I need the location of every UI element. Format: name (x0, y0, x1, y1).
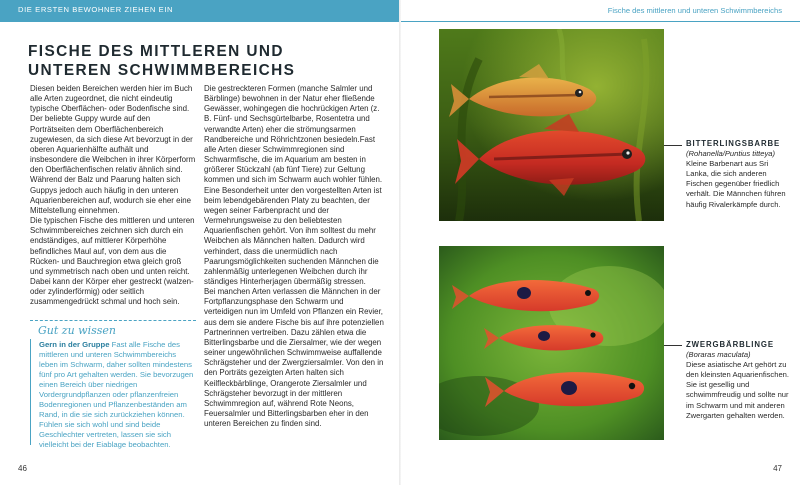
caption-leader-1 (664, 145, 682, 146)
article-title: FISCHE DES MITTLEREN UND UNTEREN SCHWIMMBEREICHS (28, 43, 296, 79)
caption-cherry-barb (686, 139, 790, 210)
info-box (30, 320, 196, 450)
caption-species-name: BITTERLINGSBARBE (686, 139, 781, 148)
left-running-title: DIE ERSTEN BEWOHNER ZIEHEN EIN (18, 5, 174, 14)
paragraph: Die gestreckteren Formen (manche Salmler und Bärblinge) bewohnen in der Natur eher fließende Gewässer, wohingegen die hochrückigen Arten (z. B. Fünf- und Sechsgürtelbarbe, Rosentetra und verwandte Arten) eher die strömungsarmen Randbereiche und Röhrichtzonen besiedeln.Fast alle Arten dieser Schwimmregionen sind Schwarmfische, die im Aquarium am besten in größerer Stückzahl (ab fünf Tiere) zur Geltung kommen und sich im Schwarm auch wohler fühlen. (204, 84, 383, 185)
dwarf-rasbora-photo (439, 246, 664, 440)
caption-latin-name: (Boraras maculata) (686, 350, 751, 360)
page-fold (399, 0, 401, 485)
caption-leader-2 (664, 345, 682, 346)
paragraph: Diesen beiden Bereichen werden hier im Buch alle Arten zugeordnet, die nicht eindeutig typische Oberflächen- oder Bodenfische sind. Der beliebte Guppy wurde auf den Porträtseiten dem Oberflächenbereich zugewiesen, da sich diese Art bevorzugt in der oberen Aquarienhälfte aufhält und insbesondere die Weibchen in ihrer Körperform den Oberflächenfischen relativ ähnlich sind. Während der Balz und Paarung halten sich Guppys jedoch auch häufig in den unteren Aquarienbereichen auf, wodurch sie eher eine Mittelstellung einnehmen. (30, 84, 196, 215)
page-number-left: 46 (18, 464, 27, 473)
paragraph: Eine Besonderheit unter den vorgestellten Arten ist beim lebendgebärenden Platy zu beachten, der wegen seiner Farbenpracht und der Vermehrungsweise zu den beliebtesten Aquarienfischen gehört. Von ihm solltest du mehr Weibchen als Männchen halten. Dadurch wird verhindert, dass die unermüdlich nach Paarungsmöglichkeiten suchenden Männchen die zahlenmäßig unterlegenen Weibchen durch ihr ständiges Hinterherjagen übermäßig stressen. (204, 185, 382, 286)
paragraph: Bei manchen Arten verlassen die Männchen in der Fortpflanzungsphase den Schwarm und verteidigen nun im Umfeld von Pflanzen ein Revier, aus dem sie andere Fische bis auf ihre potenziellen Partnerinnen vertreiben. Dazu zählen etwa die Bitterlingsbarbe und die Ziersalmer, wie der wegen seiner ungewöhnlichen Schwimmweise auffallende Schrägsteher und der Zwergziersalmler. Von den in den Porträts gezeigten Arten halten sich Keilfleckbärblinge, Orangerote Ziersalmler und Schrägsteher bevorzugt in der mittleren Schwimmregion auf, während Rote Neons, Feuersalmler und Bitterlingsbarben eher in den unteren Bereichen zu finden sind. (204, 287, 384, 429)
left-header-band (0, 0, 399, 22)
info-box-rule (30, 339, 31, 445)
info-box-heading: Gut zu wissen (38, 324, 116, 337)
right-running-title: Fische des mittleren und unteren Schwimmbereichs (607, 6, 782, 15)
info-box-lead: Gern in der Gruppe (39, 340, 110, 349)
caption-text: Diese asiatische Art gehört zu den kleinsten Aquarienfischen. Sie ist gesellig und schwimmfreudig und sollte nur im Schwarm und mit anderen Zwergarten gehalten werden. (686, 360, 790, 420)
info-box-body (39, 340, 197, 451)
cherry-barb-illustration (439, 29, 664, 221)
page-number-right: 47 (773, 464, 782, 473)
cherry-barb-photo (439, 29, 664, 221)
caption-text: Kleine Barbenart aus Sri Lanka, die sich anderen Fischen gegenüber friedlich verhält. Die Männchen führen häufig Rivalerkämpfe durch. (686, 159, 786, 209)
caption-species-name: ZWERGBÄRBLINGE (686, 340, 774, 349)
info-box-text: Fast alle Fische des mittleren und unteren Schwimmbereichs leben im Schwarm, daher sollten mindestens fünf pro Art gehalten werden. Sie bevorzugen einen Bereich über niedrigen Vordergrundpflanzen oder pflanzenfreien Bodenregionen und Pflanzenbeständen am Rand, in die sie sich zurückziehen können. Fühlen sie sich wohl und sind beide Geschlechter vertreten, lassen sie sich vielleicht bei der Eiablage beobachten. (39, 340, 194, 450)
caption-latin-name: (Rohanella/Puntius titteya) (686, 149, 776, 159)
dwarf-rasbora-illustration (439, 246, 664, 440)
text-column-2 (204, 84, 384, 429)
text-column-1 (30, 84, 196, 307)
right-header-band (401, 0, 800, 22)
caption-dwarf-rasbora (686, 340, 790, 421)
paragraph: Die typischen Fische des mittleren und unteren Schwimmbereiches zeichnen sich durch ein endständiges, auf mittlerer Körperhöhe befindliches Maul auf, von dem aus die Rücken- und Bauchregion etwa gleich groß und symmetrisch nach oben und unten reicht. Dabei kann der Körper eher gestreckt (walzen- oder zylinderförmig) oder seitlich zusammengedrückt schmal und hoch sein. (30, 216, 195, 307)
